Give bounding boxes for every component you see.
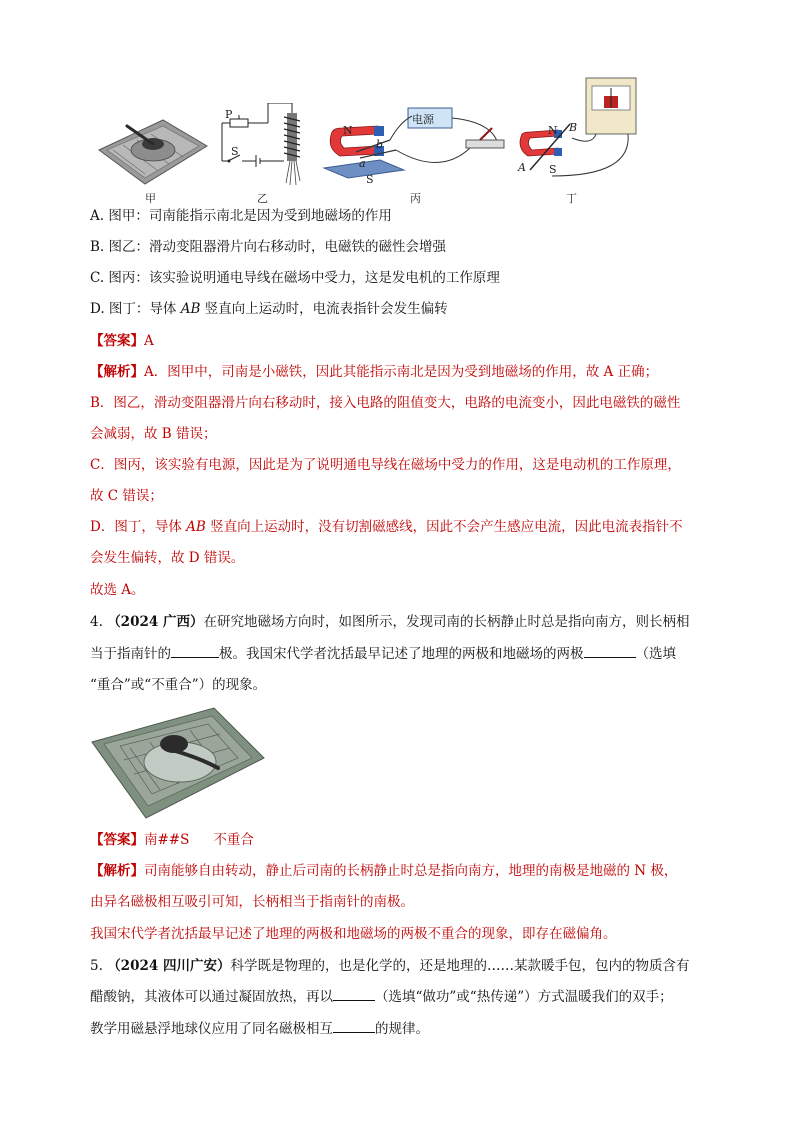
answer-1 bbox=[90, 331, 154, 351]
question-4-number: 4. bbox=[90, 614, 103, 630]
figure-jia-compass bbox=[93, 100, 211, 188]
question-4-line-2: 当于指南针的 极。我国宋代学者沈括最早记述了地理的两极和地磁场的两极 （选填 bbox=[90, 646, 676, 662]
question-5-line-3: 教学用磁悬浮地球仪应用了同名磁极相互 的规律。 bbox=[90, 1021, 429, 1037]
label-s-switch: S bbox=[231, 145, 239, 158]
option-d-ab: AB bbox=[180, 301, 201, 317]
label-aa: A bbox=[518, 161, 526, 174]
question-4-line-3: “重合”或“不重合”）的现象。 bbox=[90, 677, 267, 693]
answer-blank[interactable] bbox=[333, 987, 375, 1001]
question-5-tag: （2024 四川广安） bbox=[107, 958, 231, 974]
question-4-tag: （2024 广西） bbox=[107, 614, 204, 630]
option-c: C. 图丙：该实验说明通电导线在磁场中受力，这是发电机的工作原理 bbox=[90, 270, 500, 286]
answer-blank[interactable] bbox=[333, 1019, 375, 1033]
answer-2-value-1: 南##S bbox=[144, 832, 190, 848]
answer-2 bbox=[90, 830, 254, 850]
question-5-number: 5. bbox=[90, 958, 103, 974]
caption-ding: 丁 bbox=[566, 192, 577, 205]
analysis-1-line-1: 【解析】A．图甲中，司南是小磁铁，因此其能指示南北是因为受到地磁场的作用，故 A 正确； bbox=[90, 364, 659, 380]
label-power: 电源 bbox=[412, 113, 434, 126]
analysis-1-line-3: 会减弱，故 B 错误； bbox=[90, 426, 217, 442]
option-d bbox=[90, 299, 448, 319]
analysis-1-line-4: C．图丙，该实验有电源，因此是为了说明通电导线在磁场中受力的作用，这是电动机的工作原理， bbox=[90, 457, 681, 473]
analysis-2-line-3: 我国宋代学者沈括最早记述了地理的两极和地磁场的两极不重合的现象，即存在磁偏角。 bbox=[90, 926, 617, 942]
answer-blank[interactable] bbox=[584, 644, 636, 658]
analysis-1-line-5: 故 C 错误； bbox=[90, 488, 163, 504]
analysis-2-line-2: 由异名磁极相互吸引可知，长柄相当于指南针的南极。 bbox=[90, 894, 414, 910]
label-n2: N bbox=[548, 124, 558, 137]
option-a: A. 图甲：司南能指示南北是因为受到地磁场的作用 bbox=[90, 208, 392, 224]
question-4-line-1: 4. （2024 广西）在研究地磁场方向时，如图所示，发现司南的长柄静止时总是指向南方，则长柄相 bbox=[90, 614, 690, 630]
answer-blank[interactable] bbox=[171, 644, 219, 658]
option-d-pre: D. 图丁：导体 bbox=[90, 301, 181, 317]
option-b: B. 图乙：滑动变阻器滑片向右移动时，电磁铁的磁性会增强 bbox=[90, 239, 447, 255]
answer-1-value: A bbox=[144, 333, 154, 349]
option-d-post: 竖直向上运动时，电流表指针会发生偏转 bbox=[200, 301, 448, 317]
analysis-2-line-1: 【解析】司南能够自由转动，静止后司南的长柄静止时总是指向南方，地理的南极是地磁的 N 极， bbox=[90, 863, 678, 879]
caption-jia: 甲 bbox=[145, 192, 156, 205]
analysis-2-label: 【解析】 bbox=[90, 863, 144, 879]
answer-1-label: 【答案】 bbox=[90, 333, 144, 349]
caption-bing: 丙 bbox=[410, 192, 421, 205]
answer-2-value-2: 不重合 bbox=[213, 832, 254, 848]
label-b: b bbox=[376, 138, 384, 151]
label-s2: S bbox=[549, 163, 557, 176]
question-5-line-1: 5. （2024 四川广安）科学既是物理的，也是化学的，还是地理的……某款暖手包，包内的物质含有 bbox=[90, 958, 690, 974]
analysis-1-line-7: 会发生偏转，故 D 错误。 bbox=[90, 550, 245, 566]
analysis-1-line-2: B．图乙，滑动变阻器滑片向右移动时，接入电路的阻值变大，电路的电流变小，因此电磁铁的磁性 bbox=[90, 395, 681, 411]
analysis-1-label: 【解析】 bbox=[90, 364, 144, 380]
answer-2-label: 【答案】 bbox=[90, 832, 144, 848]
figure-compass-photo bbox=[90, 706, 266, 822]
label-bb: B bbox=[569, 121, 578, 134]
label-s1: S bbox=[366, 173, 374, 186]
question-5-line-2: 醋酸钠，其液体可以通过凝固放热，再以 （选填“做功”或“热传递”）方式温暖我们的双手； bbox=[90, 989, 673, 1005]
label-n1: N bbox=[343, 124, 353, 137]
label-a: a bbox=[359, 157, 366, 170]
analysis-1-line-6: D．图丁，导体 AB 竖直向上运动时，没有切割磁感线，因此不会产生感应电流，因此电流表指针不 bbox=[90, 519, 683, 535]
analysis-1-line-8: 故选 A。 bbox=[90, 582, 145, 598]
label-p: P bbox=[225, 108, 233, 121]
caption-yi: 乙 bbox=[257, 192, 268, 205]
